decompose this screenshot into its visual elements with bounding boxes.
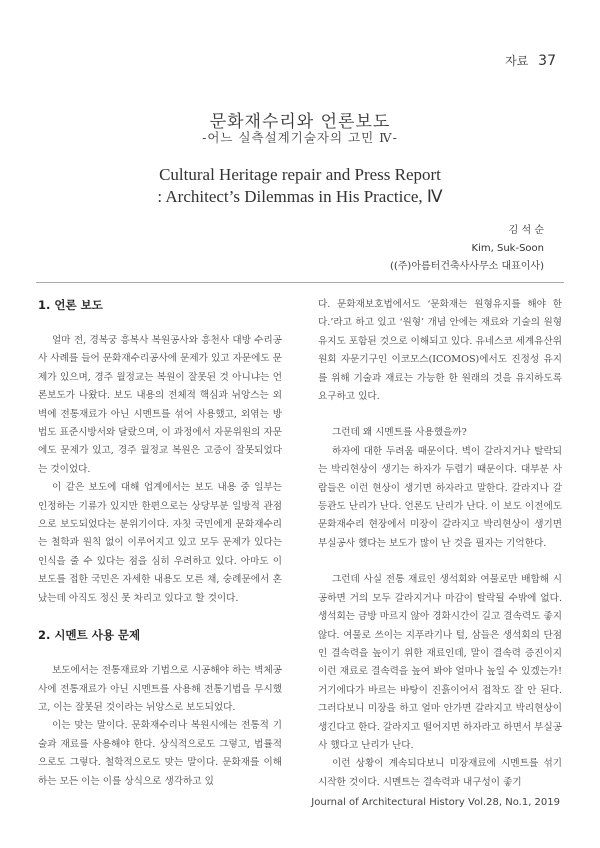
- page-header: [505, 52, 556, 69]
- title-divider: [36, 282, 564, 283]
- paragraph: 다. 문화재보호법에서도 ‘문화재는 원형유지를 해야 한다.’라고 하고 있고 ‘원형’ 개념 안에는 재료와 기술의 원형 유지도 포함된 것으로 이해되고 있다. 유네스코 세계유산위원회 자문기구인 이코모스(ICOMOS)에서도 진정성 유지를 위해 기술과 재료는 가능한 한 원래의 것을 유지하도록 요구하고 있다.: [318, 299, 562, 403]
- author-name-korean: 김 석 순: [508, 225, 544, 236]
- section-heading: 1. 언론 보도: [38, 298, 103, 312]
- paragraph: 하자에 대한 두려움 때문이다. 벽이 갈라지거나 탈락되는 박리현상이 생기는 하자가 두렵기 때문이다. 대부분 사람들은 이런 현상이 생기면 하자라고 말한다. 갈라지나 갈등관도 난리가 난다. 언론도 난리가 난다. 이 보도 이전에도 문화재수리 현장에서 미장이 갈라지고 박리현상이 생기면 부실공사 했다는 보도가 많이 난 것을 필자는 기억한다.: [318, 445, 562, 549]
- author-affiliation: ((주)아름터건축사사무소 대표이사): [389, 261, 544, 272]
- author-name-english: Kim, Suk-Soon: [471, 243, 544, 254]
- paragraph: 이는 맞는 말이다. 문화재수리나 복원시에는 전통적 기술과 재료를 사용해야 한다. 상식적으로도 그렇고, 법률적으로도 그렇다. 철학적으로도 맞는 말이다. 문화재를 이해하는 모든 이는 이를 상식으로 생각하고 있: [38, 720, 282, 787]
- paragraph: 그런데 사실 전통 재료인 생석회와 여물로만 배합해 시공하면 거의 모두 갈라지거나 마감이 탈락될 수밖에 없다. 생석회는 금방 마르지 않아 경화시간이 길고 결속력도 좋지 않다. 여물로 쓰이는 지푸라기나 털, 삼들은 생석회의 단점인 결속력을 높이기 위한 재료인데, 말이 결속력 증진이지 이런 재료로 결속력을 높여 봐야 얼마나 높일 수 있겠는가! 거기에다가 바르는 바탕이 진흙이어서 접착도 잘 안 된다. 그러다보니 미장을 하고 얼마 안가면 갈라지고 박리현상이 생긴다고 한다. 갈라지고 떨어지면 하자라고 하면서 부실공사 했다고 난리가 난다.: [318, 574, 562, 751]
- title-english-line1: Cultural Heritage repair and Press Report: [159, 165, 441, 184]
- journal-footer: Journal of Architectural History Vol.28, No.1, 2019: [311, 797, 560, 808]
- title-korean: 문화재수리와 언론보도: [209, 112, 391, 132]
- paragraph: 그런데 왜 시멘트를 사용했을까?: [332, 427, 467, 439]
- paragraph: 이런 상황이 계속되다보니 미장재료에 시멘트를 섞기 시작한 것이다. 시멘트는 결속력과 내구성이 좋기: [318, 758, 562, 788]
- left-column: [38, 296, 282, 791]
- subtitle-korean: -어느 실측설계기술자의 고민 Ⅳ-: [202, 130, 398, 145]
- title-english-line2: : Architect’s Dilemmas in His Practice, Ⅳ: [157, 187, 443, 206]
- right-column: [318, 296, 562, 792]
- section-heading: 2. 시멘트 사용 문제: [38, 628, 141, 643]
- header-label: 자료: [505, 54, 529, 68]
- title-english: [0, 164, 600, 208]
- author-block: [390, 222, 544, 276]
- paragraph: 얼마 전, 경복궁 흥복사 복원공사와 흥천사 대방 수리공사 사례를 들어 문화재수리공사에 문제가 있고 자문에도 문제가 있으며, 경주 월정교는 복원이 잘못된 것 아니냐는 언론보도가 나왔다. 보도 내용의 전체적 핵심과 뉘앙스는 외벽에 전통재료가 아닌 시멘트를 섞어 사용했고, 외엮는 방법도 표준시방서와 달랐으며, 이 과정에서 자문위원의 자문에도 문제가 있고, 경주 월정교 복원은 고증이 잘못되었다는 것이었다.: [38, 335, 282, 475]
- page-number: 37: [538, 53, 556, 69]
- paragraph: 보도에서는 전통재료와 기법으로 시공해야 하는 벽체공사에 전통재료가 아닌 시멘트를 사용해 전통기법을 무시했고, 이는 잘못된 것이라는 뉘앙스로 보도되었다.: [38, 665, 282, 713]
- paragraph: 이 같은 보도에 대해 업계에서는 보도 내용 중 일부는 인정하는 기류가 있지만 한편으로는 상당부분 일방적 관점으로 보도되었다는 분위기이다. 자칫 국민에게 문화재수리는 철학과 원칙 없이 이루어지고 있고 모두 문제가 있다는 인식을 줄 수 있다는 점을 심히 우려하고 있다. 아마도 이 보도를 접한 국민은 자세한 내용도 모른 채, 숭례문에서 혼났는데 아직도 정신 못 차리고 있다고 할 것이다.: [38, 482, 282, 604]
